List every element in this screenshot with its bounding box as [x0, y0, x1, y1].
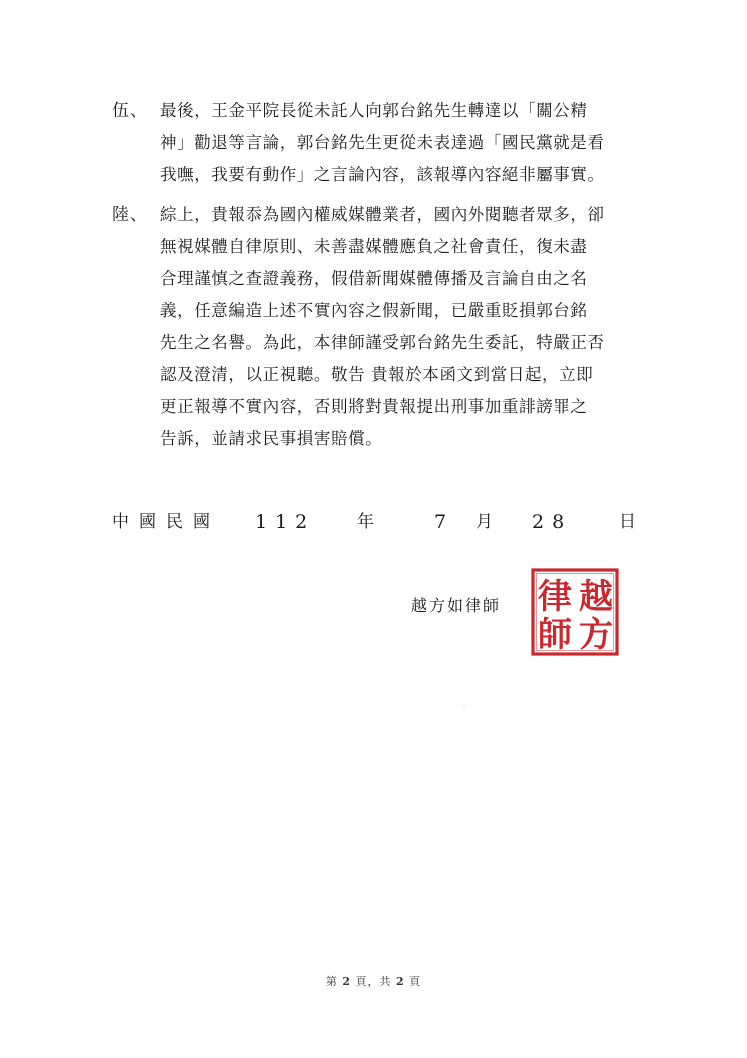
seal-character: 越 — [579, 577, 613, 617]
footer-prefix: 第 — [325, 975, 338, 988]
paragraph-line: 我嘸，我要有動作」之言論內容，該報導內容絕非屬事實。 — [160, 165, 605, 184]
footer-page-number: 2 — [342, 975, 351, 988]
paragraph-line: 神」勸退等言論，郭台銘先生更從未表達過「國民黨就是看 — [160, 133, 605, 152]
date-year-label: 年 — [357, 512, 374, 532]
paragraph-line: 先生之名譽。為此，本律師謹受郭台銘先生委託，特嚴正否 — [160, 333, 605, 352]
date-day-label: 日 — [619, 512, 636, 532]
paragraph-line: 綜上，貴報忝為國內權威媒體業者，國內外閱聽者眾多，卻 — [160, 205, 605, 224]
lawyer-seal-stamp — [531, 568, 619, 656]
paragraph-line: 告訴，並請求民事損害賠償。 — [160, 429, 383, 448]
date-month: 7 — [434, 511, 447, 533]
paragraph-line: 義，任意編造上述不實內容之假新聞，已嚴重貶損郭台銘 — [160, 301, 588, 320]
date-month-label: 月 — [476, 512, 493, 532]
date-year: 112 — [255, 511, 316, 533]
seal-character: 師 — [538, 615, 572, 655]
paragraph-line: 更正報導不實內容，否則將對貴報提出刑事加重誹謗罪之 — [160, 397, 588, 416]
footer-total-pages: 2 — [396, 975, 405, 988]
paragraph-line: 合理謹慎之查證義務，假借新聞媒體傳播及言論自由之名 — [160, 269, 588, 288]
paragraph-5 — [112, 95, 672, 191]
signature-name: 越方如律師 — [411, 596, 502, 615]
paragraph-line: 最後，王金平院長從未託人向郭台銘先生轉達以「關公精 — [160, 101, 588, 120]
seal-character: 律 — [538, 577, 572, 617]
scan-speck — [463, 706, 465, 708]
seal-character: 方 — [579, 615, 613, 655]
paragraph-marker: 伍、 — [112, 101, 148, 121]
paragraph-line: 無視媒體自律原則、未善盡媒體應負之社會責任，復未盡 — [160, 237, 588, 256]
page-number-footer — [0, 973, 747, 989]
date-era: 中國民國 — [112, 512, 220, 532]
paragraph-6 — [112, 199, 672, 455]
paragraph-marker: 陸、 — [112, 205, 148, 225]
footer-mid: 頁，共 — [355, 975, 392, 988]
footer-suffix: 頁 — [409, 975, 422, 988]
paragraph-line: 認及澄清，以正視聽。敬告 貴報於本函文到當日起，立即 — [160, 365, 594, 384]
document-date — [112, 507, 642, 537]
date-day: 28 — [532, 511, 573, 533]
